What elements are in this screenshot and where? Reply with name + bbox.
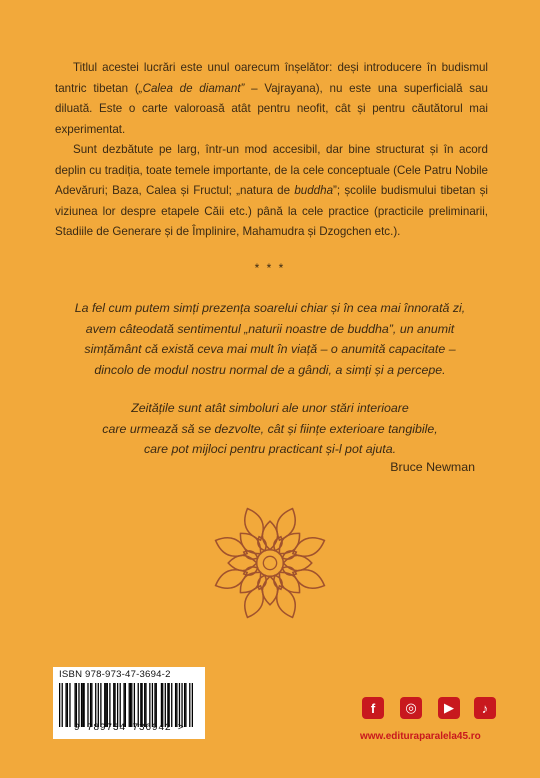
quote-line: care pot mijloci pentru practicant și-l pot ajuta. (143, 442, 397, 456)
quote-2 (40, 398, 500, 460)
separator: * * * (254, 261, 286, 275)
quote-1 (40, 298, 500, 380)
barcode (53, 667, 205, 739)
tiktok-icon[interactable]: ♪ (474, 697, 496, 719)
quote-author: Bruce Newman (390, 460, 475, 474)
quote-line: La fel cum putem simți prezența soarelui chiar și în cea mai înnorată zi, (74, 301, 466, 315)
social-icons (362, 697, 502, 723)
text: – Vajrayana), nu este una superficială sau diluată. Este o carte valoroasă atât pentru neofit, cât și pentru căutătorul mai experimentat. (55, 81, 488, 136)
description-paragraph-1 (55, 58, 488, 140)
description-paragraph-2 (55, 140, 488, 243)
text: ”; școlile budismului tibetan și viziunea lor despre etapele Căii etc.) până la cele practice (practicile preliminarii, Stadiile de Generare și de Împlinire, Mahamudra și Dzogchen etc.). (55, 184, 488, 238)
barcode-bars (59, 683, 193, 727)
barcode-digits: 9 789734 736942 > (73, 723, 185, 734)
quote-line: avem câteodată sentimentul „naturii noastre de buddha”, un anumit (85, 321, 455, 336)
youtube-icon[interactable]: ▶ (438, 697, 460, 719)
quote-line: simțământ că există ceva mai mult în viață – o anumită capacitate – (84, 342, 456, 356)
mandala-icon (194, 487, 346, 639)
description (55, 58, 488, 243)
text-italic: „Calea de diamant” (138, 81, 245, 95)
website-link[interactable]: www.edituraparalela45.ro (360, 731, 481, 742)
text: Titlul acestei lucrări este unul oarecum înșelător: deși introducere în budismul tantric tibetan ( (55, 61, 488, 95)
instagram-icon[interactable]: ◎ (400, 697, 422, 719)
text-italic: buddha (294, 184, 334, 197)
quote-line: care urmează să se dezvolte, cât și ființe exterioare tangibile, (102, 421, 438, 436)
quote-line: dincolo de modul nostru normal de a gândi, a simți și a percepe. (94, 362, 446, 377)
isbn-label: ISBN 978-973-47-3694-2 (59, 669, 171, 680)
text: Sunt dezbătute pe larg, într-un mod accesibil, dar bine structurat și în acord deplin cu tradiția, toate temele importante, de la cele conceptuale (Cele Patru Nobile Adevăruri; Baza, Calea și Fructul; „natura de (55, 143, 488, 197)
quote-line: Zeitățile sunt atât simboluri ale unor stări interioare (131, 401, 409, 415)
facebook-icon[interactable]: f (362, 697, 384, 719)
